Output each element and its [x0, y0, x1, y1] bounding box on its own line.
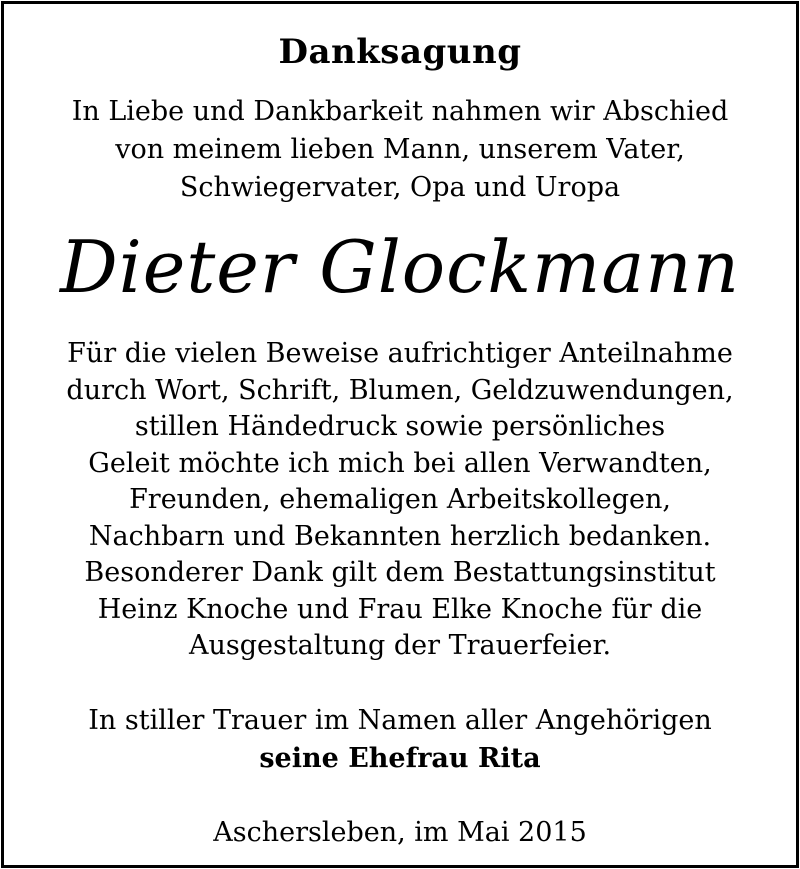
closing-block — [4, 702, 796, 778]
thanks-line: stillen Händedruck sowie persönliches — [134, 411, 666, 442]
intro-line: von meinem lieben Mann, unserem Vater, — [115, 134, 685, 165]
thanks-line: durch Wort, Schrift, Blumen, Geldzuwendungen, — [66, 374, 734, 406]
intro-line: Schwiegervater, Opa und Uropa — [179, 172, 621, 203]
notice-title: Danksagung — [278, 32, 522, 72]
thanks-line: Nachbarn und Bekannten herzlich bedanken. — [88, 520, 712, 552]
thanks-line: Für die vielen Beweise aufrichtiger Anteilnahme — [67, 338, 733, 369]
deceased-name: Dieter Glockmann — [60, 225, 740, 309]
intro-text — [4, 93, 796, 207]
closing-line: In stiller Trauer im Namen aller Angehörigen — [88, 705, 712, 736]
thanks-line: Geleit möchte ich mich bei allen Verwandten, — [88, 447, 712, 479]
thanks-line: Freunden, ehemaligen Arbeitskollegen, — [129, 484, 671, 515]
place-and-date: Aschersleben, im Mai 2015 — [213, 817, 587, 848]
thanks-line: Heinz Knoche und Frau Elke Knoche für die — [97, 593, 703, 625]
thanks-line: Besonderer Dank gilt dem Bestattungsinstitut — [84, 557, 716, 588]
thanks-text — [4, 336, 796, 665]
thanks-line: Ausgestaltung der Trauerfeier. — [188, 630, 612, 661]
intro-line: In Liebe und Dankbarkeit nahmen wir Abschied — [71, 96, 729, 127]
obituary-notice — [1, 1, 799, 868]
signature: seine Ehefrau Rita — [259, 743, 541, 774]
